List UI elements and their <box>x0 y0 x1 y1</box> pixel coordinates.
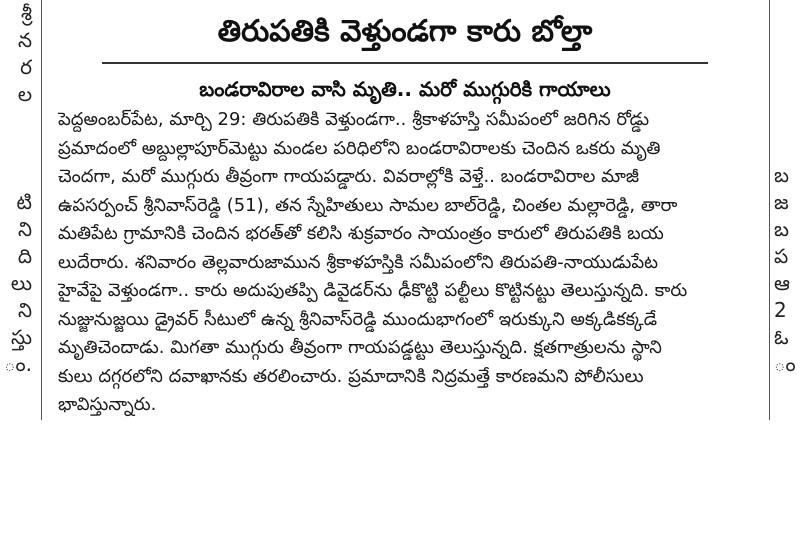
column-fragment: ర <box>20 55 32 79</box>
body-line: ఉపసర్పంచ్ శ్రీనివాస్‌రెడ్డి (51), తన స్నేహితులు సామల బాల్‌రెడ్డి, చింతల మల్లారెడ్డి, తారా <box>58 194 678 216</box>
column-fragment: ని <box>17 298 32 322</box>
column-fragment <box>774 135 800 162</box>
column-fragment: 2 <box>774 298 787 322</box>
column-fragment <box>0 162 36 189</box>
column-fragment <box>774 81 800 108</box>
body-line: నుజ్జునుజ్జయి డ్రైవర్ సీటులో ఉన్న శ్రీనివాస్‌రెడ్డి ముందుభాగంలో ఇరుక్కుని అక్కడికక్కడే <box>58 308 658 330</box>
body-line: పెద్దఅంబర్‌పేట, మార్చి 29: తిరుపతికి వెళ్తుండగా.. శ్రీకాళహస్తి సమీపంలో జరిగిన రోడ్డు <box>58 109 650 130</box>
column-fragment: శ్రీ <box>21 1 32 25</box>
body-line: మతిపేట గ్రామానికి చెందిన భరత్‌తో కలిసి శుక్రవారం సాయంత్రం కారులో తిరుపతికి బయ <box>58 223 664 244</box>
column-fragment <box>774 27 800 54</box>
column-fragment: జ <box>774 190 789 214</box>
column-fragment: ల <box>17 82 32 106</box>
column-fragment: న <box>17 28 32 52</box>
column-fragment <box>0 135 36 162</box>
column-fragment: ం <box>774 352 796 376</box>
column-fragment: ఓ <box>774 325 789 349</box>
body-line: మృతిచెందాడు. మిగతా ముగ్గురు తీవ్రంగా గాయపడ్డట్టు తెలుస్తున్నది. క్షతగాత్రులను స్థాని <box>58 337 662 358</box>
column-fragment: ని <box>17 217 32 241</box>
column-fragment: బ <box>774 217 789 241</box>
body-line: హైవేపై వెళ్తుండగా.. కారు అదుపుతప్పి డివైడర్‌ను ఢీకొట్టి పల్టీలు కొట్టినట్టు తెలుస్తున్నది. కారు <box>58 280 688 301</box>
body-line: చెందగా, మరో ముగ్గురు తీవ్రంగా గాయపడ్డారు. వివరాల్లోకి వెళ్తే.. బండరావిరాల మాజీ <box>58 166 640 187</box>
column-fragment: స్తు <box>11 325 32 349</box>
body-line: భావిస్తున్నారు. <box>58 394 157 415</box>
column-fragment <box>774 108 800 135</box>
column-fragment <box>774 0 800 27</box>
column-fragment: ం. <box>3 352 32 376</box>
body-line: లుదేరారు. శనివారం తెల్లవారుజామున శ్రీకాళహస్తికి సమీపంలోని తిరుపతి-నాయుడుపేట <box>58 251 659 273</box>
column-fragment: బ <box>774 163 789 187</box>
column-fragment: టి <box>16 190 32 214</box>
column-fragment <box>0 108 36 135</box>
adjacent-column-right <box>774 0 800 378</box>
column-fragment <box>774 54 800 81</box>
column-fragment: ప <box>774 244 789 268</box>
headline-rule <box>102 62 708 64</box>
body-line: ప్రమాదంలో అబ్దుల్లాపూర్‌మెట్టు మండల పరిధిలోని బండరావిరాలకు చెందిన ఒకరు మృతి <box>58 137 661 159</box>
adjacent-column-left <box>0 0 36 378</box>
news-article <box>42 0 768 420</box>
article-headline: తిరుపతికి వెళ్తుండగా కారు బోల్తా <box>217 14 593 49</box>
article-subheadline: బండరావిరాల వాసి మృతి.. మరో ముగ్గురికి గాయాలు <box>199 77 611 101</box>
column-divider-right <box>769 0 770 420</box>
article-body <box>58 106 752 420</box>
body-line: కులు దగ్గరలోని దవాఖానకు తరలించారు. ప్రమాదానికి నిద్రమత్తే కారణమని పోలీసులు <box>58 365 644 387</box>
column-fragment: ఆ <box>774 271 790 295</box>
column-fragment: ది <box>17 244 32 268</box>
column-fragment: లు <box>10 271 32 295</box>
